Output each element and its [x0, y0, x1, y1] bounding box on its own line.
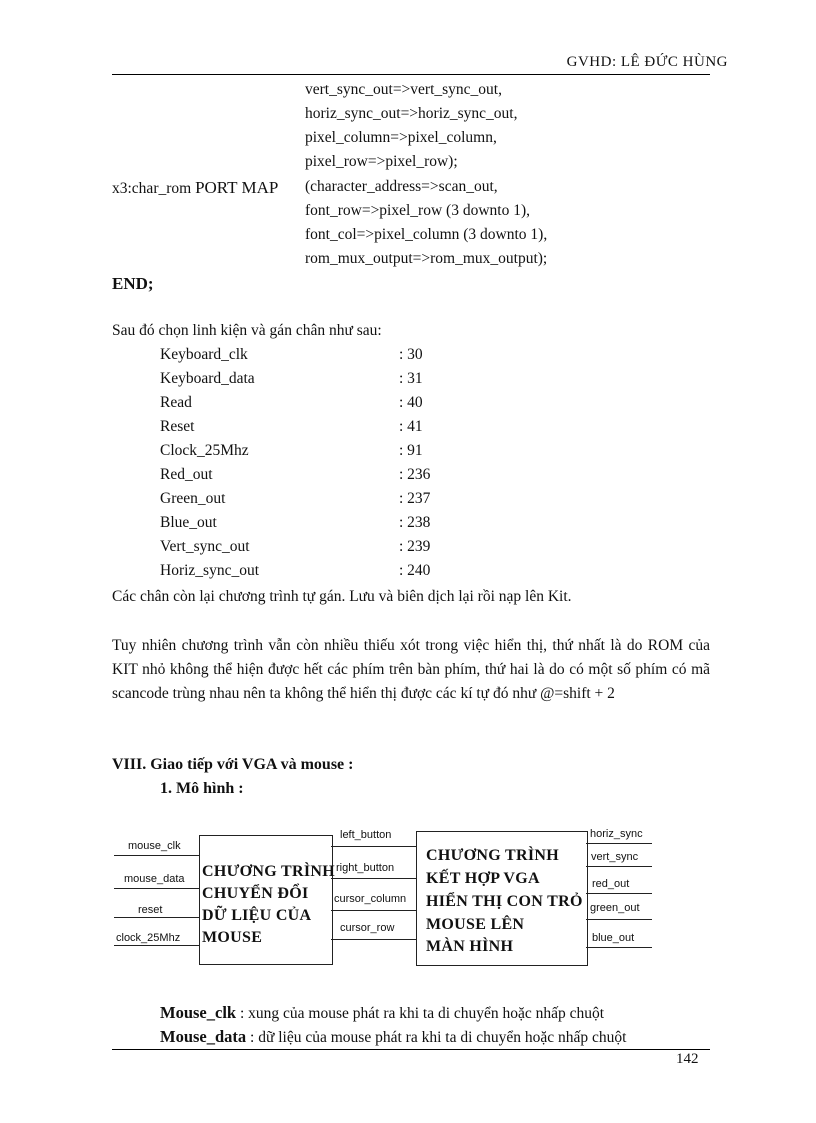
code-line: font_row=>pixel_row (3 downto 1), [305, 202, 530, 219]
definition-term: Mouse_clk [160, 1003, 237, 1022]
block-label: MOUSE [202, 929, 263, 946]
pin-value: : 40 [399, 394, 423, 411]
input-signal: mouse_data [124, 873, 185, 885]
input-line [114, 945, 200, 946]
output-line [586, 919, 652, 920]
output-line [586, 866, 652, 867]
mid-signal: cursor_column [334, 893, 407, 905]
output-signal: red_out [592, 878, 630, 890]
pins-outro: Các chân còn lại chương trình tự gán. Lưu và biên dịch lại rồi nạp lên Kit. [112, 588, 572, 605]
block-label: KẾT HỢP VGA [426, 870, 540, 887]
output-signal: green_out [590, 902, 640, 914]
pin-value: : 239 [399, 538, 431, 555]
block-label: CHUYỂN ĐỔI [202, 885, 309, 902]
input-line [114, 888, 200, 889]
pin-name: Read [160, 394, 192, 411]
pin-name: Vert_sync_out [160, 538, 250, 555]
section-title: VIII. Giao tiếp với VGA và mouse : [112, 756, 354, 773]
code-line: pixel_row=>pixel_row); [305, 153, 458, 170]
definition-item [160, 1027, 626, 1047]
pin-name: Horiz_sync_out [160, 562, 260, 579]
mid-line [331, 846, 417, 847]
block-label: DỮ LIỆU CỦA [202, 907, 312, 924]
pin-name: Reset [160, 418, 195, 435]
pin-value: : 41 [399, 418, 423, 435]
mid-line [331, 939, 417, 940]
block-label: CHƯƠNG TRÌNH [202, 863, 335, 880]
input-signal: clock_25Mhz [116, 932, 181, 944]
code-line: (character_address=>scan_out, [305, 178, 498, 195]
mid-signal: left_button [340, 829, 392, 841]
mid-line [331, 910, 417, 911]
pin-name: Blue_out [160, 514, 217, 531]
pin-value: : 236 [399, 466, 431, 483]
pin-value: : 237 [399, 490, 431, 507]
pin-value: : 31 [399, 370, 423, 387]
port-map-keyword: PORT MAP [195, 178, 279, 197]
output-line [586, 893, 652, 894]
pin-value: : 240 [399, 562, 431, 579]
block-label: HIỂN THỊ CON TRỎ [426, 893, 583, 910]
definition-desc: : dữ liệu của mouse phát ra khi ta di chuyển hoặc nhấp chuột [246, 1029, 627, 1046]
pin-name: Clock_25Mhz [160, 442, 249, 459]
code-end: END; [112, 274, 154, 293]
header-rule [112, 74, 710, 75]
output-signal: vert_sync [591, 851, 639, 863]
output-signal: horiz_sync [590, 828, 643, 840]
code-line: font_col=>pixel_column (3 downto 1), [305, 226, 548, 243]
input-signal: mouse_clk [128, 840, 181, 852]
block-label: MOUSE LÊN [426, 916, 525, 933]
input-line [114, 917, 200, 918]
page-header: GVHD: LÊ ĐỨC HÙNG [566, 54, 728, 70]
definition-item [160, 1003, 604, 1023]
mid-line [331, 878, 417, 879]
code-line: rom_mux_output=>rom_mux_output); [305, 250, 548, 267]
pin-value: : 91 [399, 442, 423, 459]
pins-intro: Sau đó chọn linh kiện và gán chân như sau: [112, 322, 382, 339]
code-line: horiz_sync_out=>horiz_sync_out, [305, 105, 518, 122]
pin-name: Green_out [160, 490, 226, 507]
input-signal: reset [138, 904, 163, 916]
output-line [586, 947, 652, 948]
code-line: pixel_column=>pixel_column, [305, 129, 497, 146]
mid-signal: cursor_row [340, 922, 395, 934]
pin-name: Keyboard_clk [160, 346, 248, 363]
block-label: MÀN HÌNH [426, 938, 514, 955]
footer-rule [112, 1049, 710, 1050]
pin-name: Red_out [160, 466, 213, 483]
block-label: CHƯƠNG TRÌNH [426, 847, 559, 864]
output-line [586, 843, 652, 844]
input-line [114, 855, 200, 856]
pin-name: Keyboard_data [160, 370, 255, 387]
definition-desc: : xung của mouse phát ra khi ta di chuyển hoặc nhấp chuột [236, 1005, 605, 1022]
x3-instance: x3:char_rom [112, 180, 192, 197]
pin-value: : 238 [399, 514, 431, 531]
section-subtitle: 1. Mô hình : [160, 780, 244, 797]
page-number: 142 [676, 1051, 699, 1067]
mid-signal: right_button [336, 862, 395, 874]
definition-term: Mouse_data [160, 1027, 247, 1046]
code-line: vert_sync_out=>vert_sync_out, [305, 81, 502, 98]
output-signal: blue_out [592, 932, 635, 944]
body-paragraph: Tuy nhiên chương trình vẫn còn nhiều thiếu xót trong việc hiển thị, thứ nhất là do ROM của KIT nhỏ không thể hiện được hết các phím trên bàn phím, thứ hai là do có một số phím có mã scancode trùng nhau nên ta không thể hiển thị được các kí tự đó như @=shift + 2 [112, 637, 710, 702]
x3-label [112, 178, 278, 198]
pin-value: : 30 [399, 346, 423, 363]
